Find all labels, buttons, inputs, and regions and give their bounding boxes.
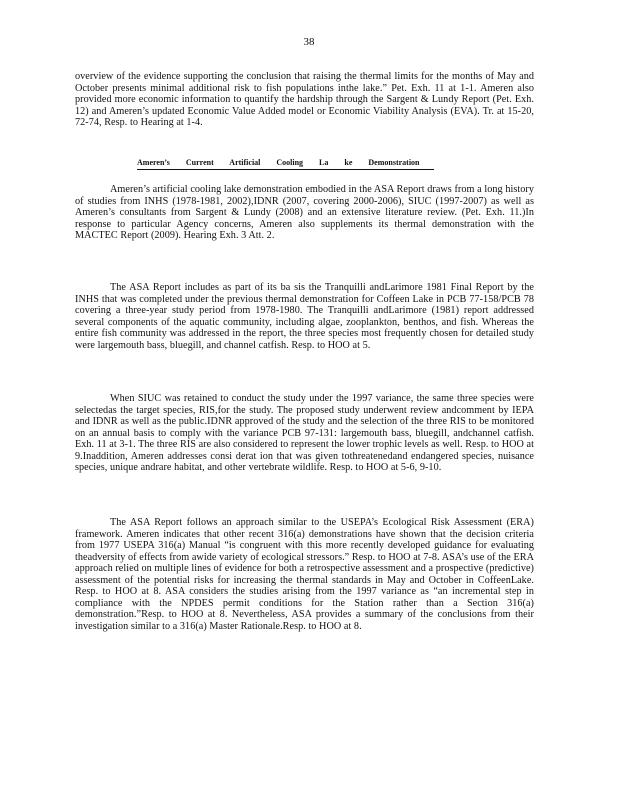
section-heading: Ameren’s Current Artificial Cooling La ke Demonstration — [137, 158, 420, 167]
paragraph-block-4 — [75, 517, 534, 632]
page-number: 38 — [303, 36, 315, 48]
body-paragraph: The ASA Report includes as part of its ba sis the Tranquilli andLarimore 1981 Final Report by the INHS that was completed under the previous thermal demonstration for Coffeen Lake in PCB 77-158/PCB 78 covering a three-year study period from 1978-1980. The Tranquilli andLarimore (1981) report addressed several components of the aquatic community, including algae, zooplankton, benthos, and fish. Whereas the entire fish community was addressed in the report, the three species most frequently chosen for detailed study were largemouth bass, bluegill, and channel catfish. Resp. to HOO at 5. — [75, 282, 534, 351]
body-paragraph: Ameren’s artificial cooling lake demonstration embodied in the ASA Report draws from a long history of studies from INHS (1978-1981, 2002),IDNR (2007, covering 2000-2006), SIUC (1997-2007) as well as Ameren’s consultants from Sargent & Lundy (2008) and an extensive literature review. (Pet. Exh. 11.)In response to particular Agency concerns, Ameren also supplements its thermal demonstration with the MACTEC Report (2009). Hearing Exh. 3 Att. 2. — [75, 184, 534, 241]
opening-paragraph-block — [75, 71, 534, 129]
body-paragraph: When SIUC was retained to conduct the study under the 1997 variance, the same three species were selectedas the target species, RIS,for the study. The proposed study underwent review andcomment by IEPA and IDNR as well as the public.IDNR approved of the study and the selection of the three RIS to be monitored on an annual basis to comply with the variance PCB 97-131: largemouth bass, bluegill, andchannel catfish. Exh. 11 at 3-1. The three RIS are also considered to represent the lower trophic levels as well. Resp. to HOO at 9.Inaddition, Ameren addresses consi derat ion that was given tothreatenedand endangered species, nuisance species, unique andrare habitat, and other vertebrate wildlife. Resp. to HOO at 5-6, 9-10. — [75, 393, 534, 473]
section-heading-underline — [137, 158, 434, 170]
paragraph-block-2 — [75, 282, 534, 351]
opening-paragraph: overview of the evidence supporting the conclusion that raising the thermal limits for the months of May and October presents minimal additional risk to fish populations inthe lake.” Pet. Exh. 11 at 1-1. Ameren also provided more economic information to quantify the hardship through the Sargent & Lundy Report (Pet. Exh. 12) and Ameren’s updated Economic Value Added model or Economic Viability Analysis (EVA). Tr. at 15-20, 72-74, Resp. to Hearing at 1-4. — [75, 71, 534, 128]
paragraph-block-1 — [75, 184, 534, 242]
body-paragraph: The ASA Report follows an approach similar to the USEPA’s Ecological Risk Assessment (ERA) framework. Ameren indicates that other recent 316(a) demonstrations have shown that the decision criteria from 1977 USEPA 316(a) Manual “is congruent with this more recently developed guidance for evaluating theadversity of effects from awide variety of ecological stressors.” Resp. to HOO at 7-8. ASA’s use of the ERA approach relied on multiple lines of evidence for both a retrospective assessment and a prospective (predictive) assessment of the potential risks for increasing the thermal standards in May and October in CoffeenLake. Resp. to HOO at 8. ASA considers the studies arising from the 1997 variance as “an incremental step in compliance with the NPDES permit conditions for the Station rather than a Section 316(a) demonstration.”Resp. to HOO at 8. Nevertheless, ASA provides a summary of the conclusions from their investigation similar to a 316(a) Master Rationale.Resp. to HOO at 8. — [75, 517, 534, 632]
paragraph-block-3 — [75, 393, 534, 474]
